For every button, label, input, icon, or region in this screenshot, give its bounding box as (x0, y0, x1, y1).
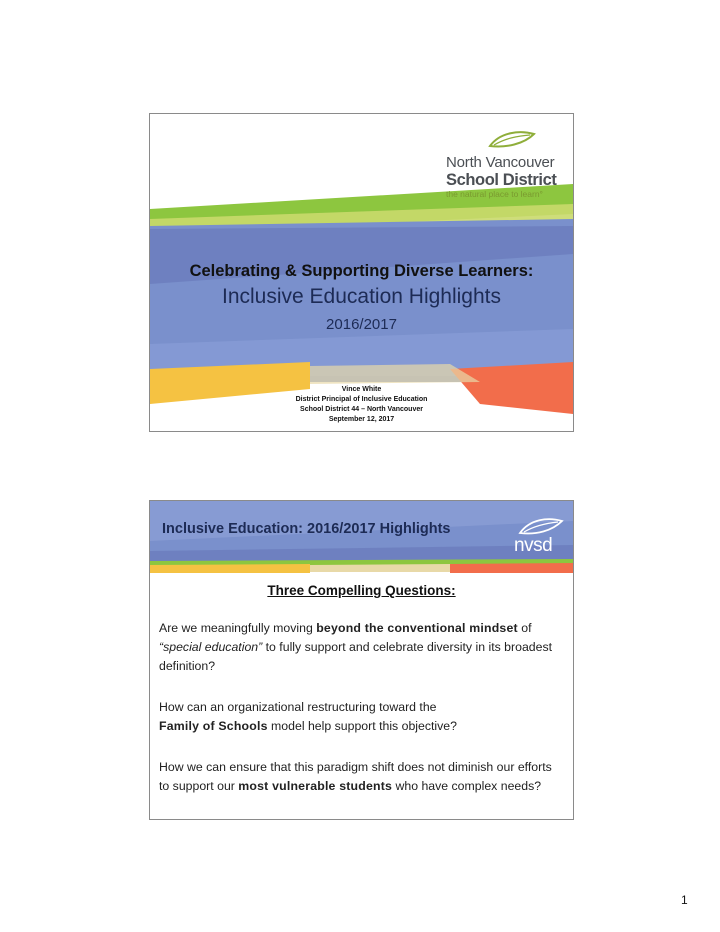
q3-text-1: How we can ensure that this paradigm shift does not diminish our efforts to support our (159, 760, 552, 793)
slide-1-subtitle: Inclusive Education Highlights (222, 285, 501, 308)
q1-bold: beyond the conventional mindset (316, 621, 518, 635)
slide-1-title: Celebrating & Supporting Diverse Learners: (189, 262, 534, 280)
presenter-district: School District 44 – North Vancouver (300, 406, 423, 413)
logo-tagline: the natural place to learn° (446, 189, 543, 199)
q2-text-1: How can an organizational restructuring toward the (159, 700, 437, 714)
q1-text-2: of (517, 621, 532, 635)
q1-text-1: Are we meaningfully moving (159, 621, 317, 635)
leaf-icon (486, 128, 536, 150)
q2-text-2: model help support this objective? (267, 719, 457, 733)
district-logo (446, 128, 568, 199)
logo-line-1: North Vancouver (446, 154, 555, 171)
nvsd-logo (512, 513, 568, 563)
logo-line-2: School District (446, 171, 557, 189)
question-1 (159, 619, 564, 676)
leaf-icon (512, 513, 568, 537)
presentation-date: September 12, 2017 (328, 416, 395, 423)
q1-text-3: to fully support and celebrate diversity in its broadest definition? (159, 640, 553, 673)
q1-italic: “special education” (159, 640, 263, 654)
q2-bold: Family of Schools (159, 719, 268, 733)
slide-2 (149, 500, 574, 820)
question-3 (159, 758, 564, 796)
q3-text-2: who have complex needs? (392, 779, 542, 793)
header-band (150, 501, 573, 577)
presenter-info (150, 385, 573, 425)
slide-2-title: Inclusive Education: 2016/2017 Highlights (162, 521, 451, 537)
slide-1-year: 2016/2017 (326, 316, 397, 333)
nvsd-logo-text: nvsd (514, 535, 553, 556)
questions-heading: Three Compelling Questions: (267, 583, 456, 598)
presenter-role: District Principal of Inclusive Education (295, 396, 428, 403)
slide-1 (149, 113, 574, 432)
question-2 (159, 698, 564, 736)
presenter-name: Vince White (341, 386, 382, 393)
page-number: 1 (681, 893, 688, 907)
q3-bold: most vulnerable students (238, 779, 393, 793)
